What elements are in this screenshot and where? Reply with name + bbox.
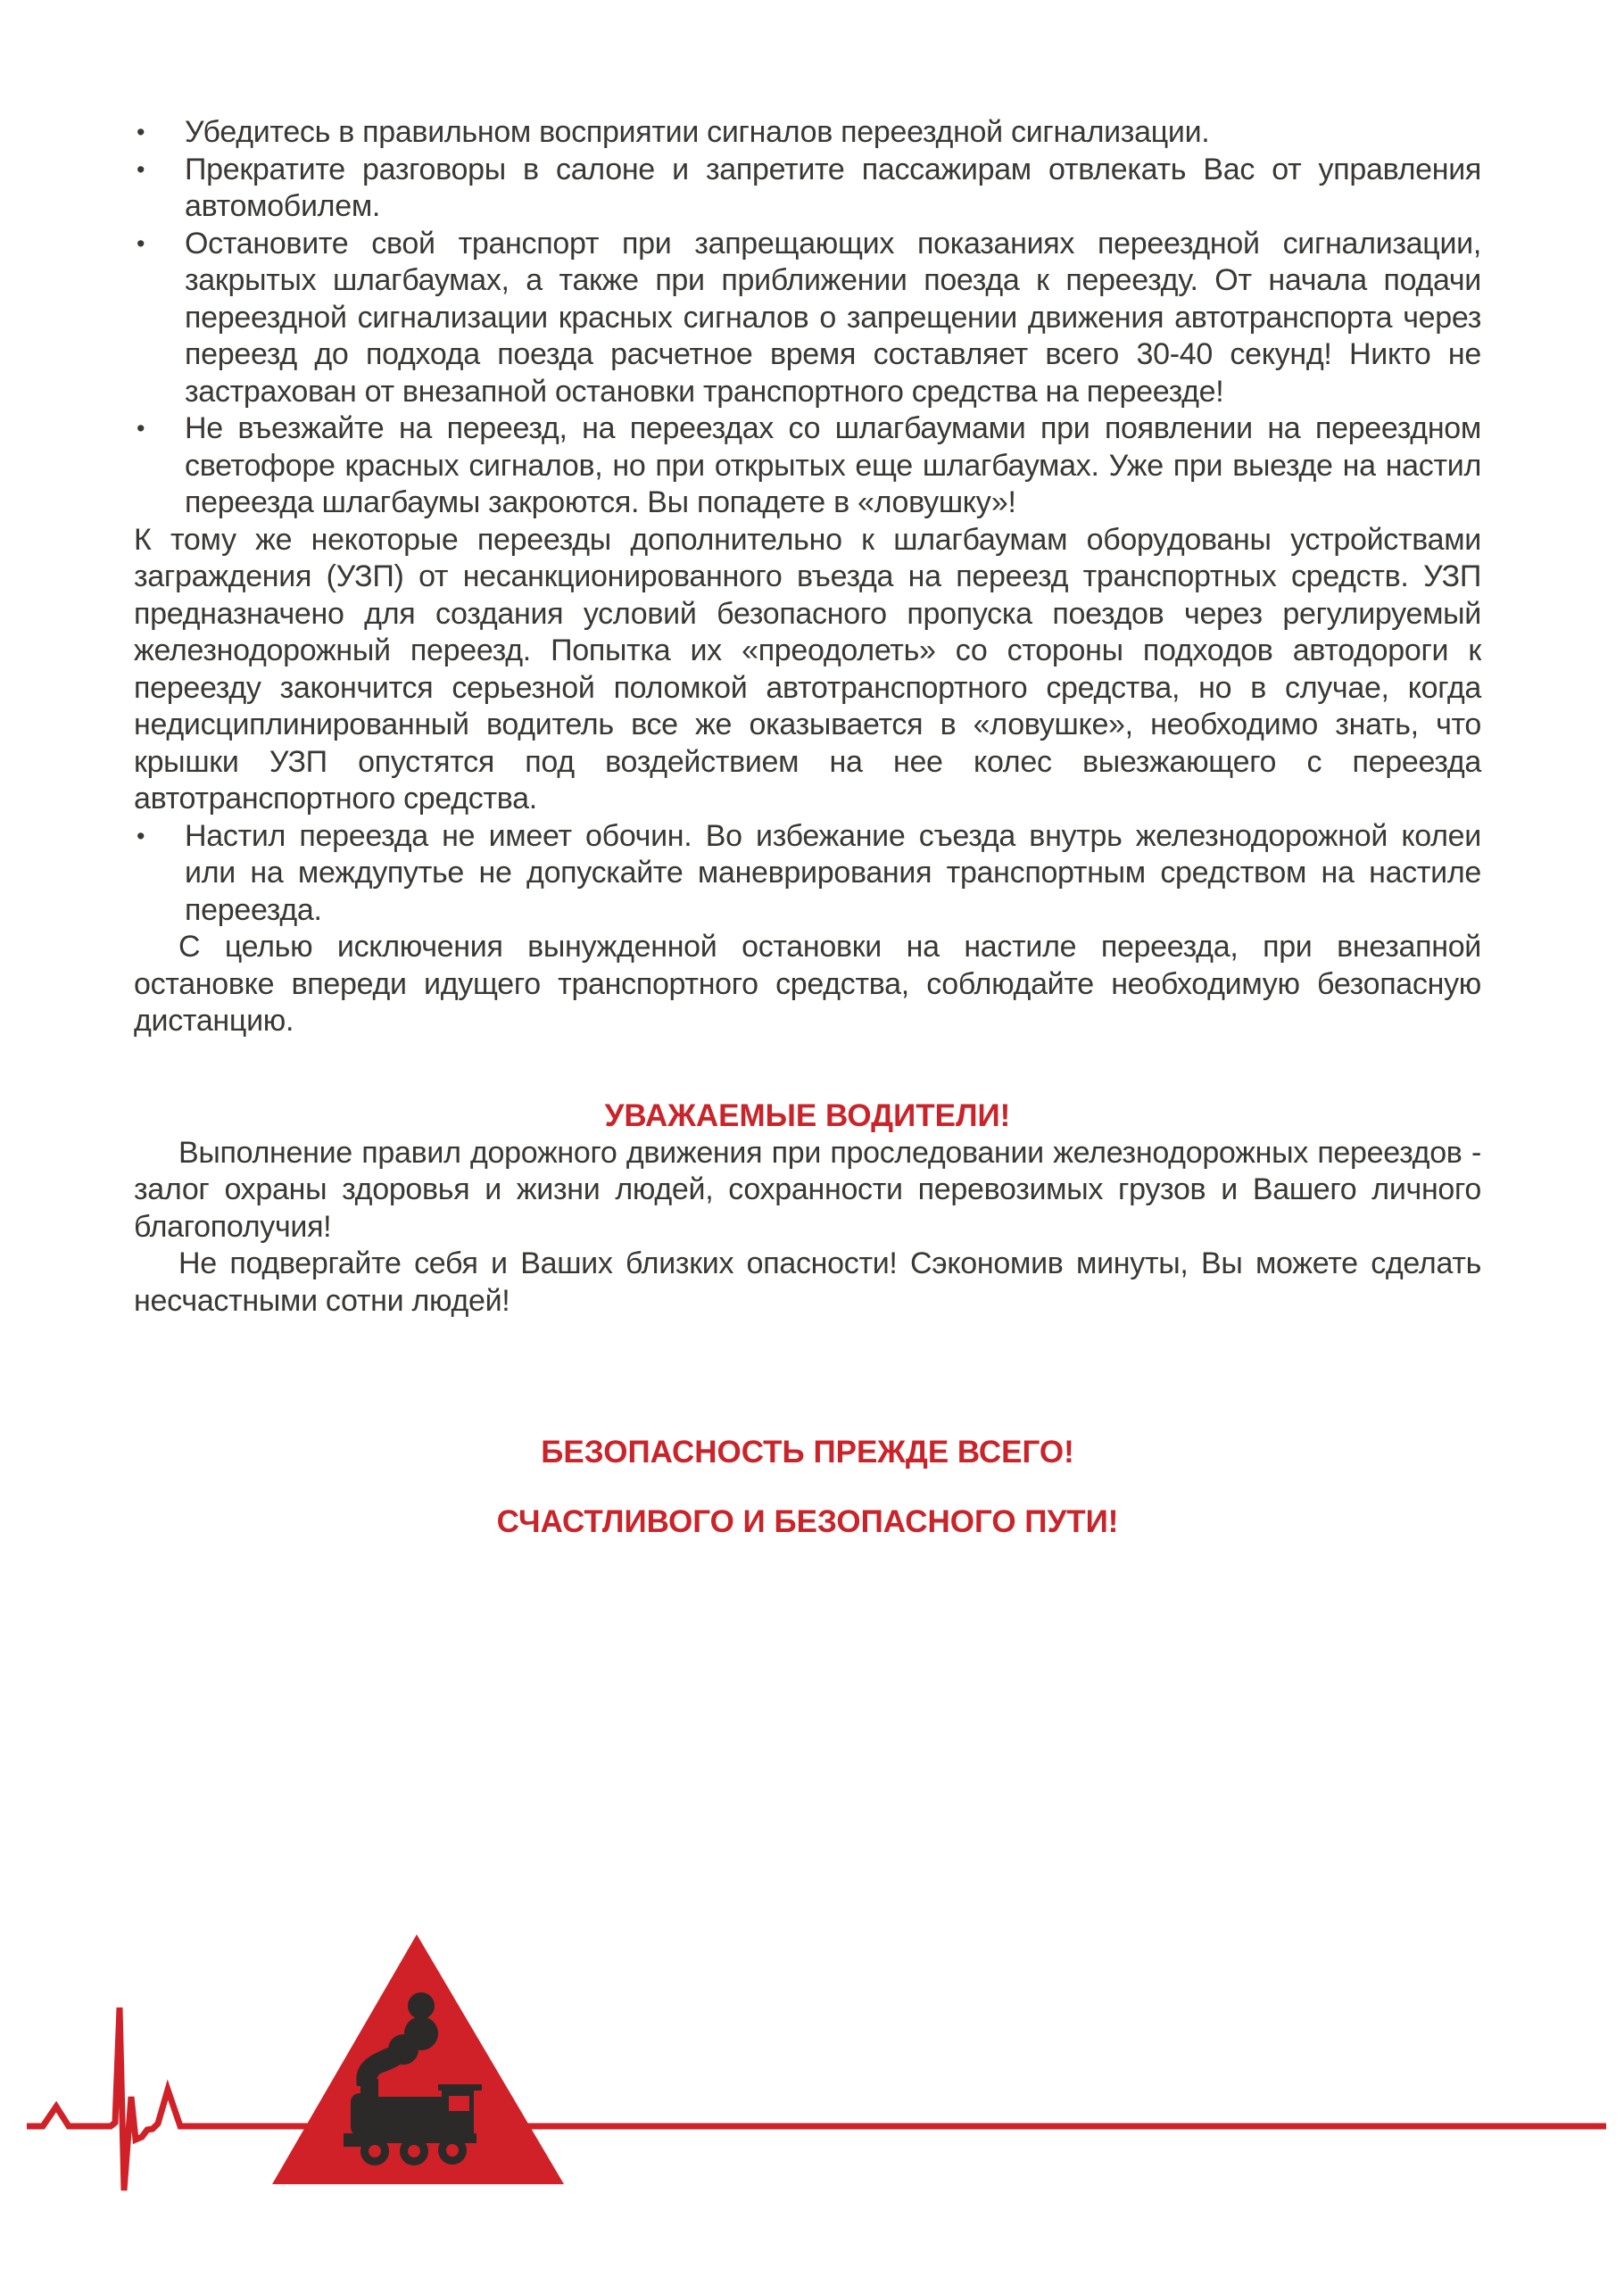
list-item-text: Настил переезда не имеет обочин. Во избежание съезда внутрь железнодорожной колеи или на междупутье не допускайте маневрирования транспортным средством на настиле переезда. — [185, 818, 1481, 927]
text-column — [134, 114, 1481, 1541]
paragraph-rules-compliance: Выполнение правил дорожного движения при проследовании железнодорожных переездов - залог охраны здоровья и жизни людей, сохранности перевозимых грузов и Вашего личного благополучия! — [134, 1135, 1481, 1244]
paragraph-danger-warning: Не подвергайте себя и Ваших близких опасности! Сэкономив минуты, Вы можете сделать несчастными сотни людей! — [134, 1246, 1481, 1318]
cab-window-icon — [449, 2096, 469, 2111]
bullet-marker: • — [137, 415, 145, 442]
paragraph-safe-distance: С целью исключения вынужденной остановки на настиле переезда, при внезапной остановке впереди идущего транспортного средства, соблюдайте необходимую безопасную дистанцию. — [134, 930, 1481, 1038]
paragraph-uzp: К тому же некоторые переезды дополнительно к шлагбаумам оборудованы устройствами заграждения (УЗП) от несанкционированного въезда на переезд транспортных средств. УЗП предназначено для создания условий безопасного пропуска поездов через регулируемый железнодорожный переезд. Попытка их «преодолеть» со стороны подходов автодороги к переезду закончится серьезной поломкой автотранспортного средства, но в случае, когда недисциплинированный водитель все же оказывается в «ловушке», необходимо знать, что крышки УЗП опустятся под воздействием на нее колес выезжающего с переезда автотранспортного средства. — [134, 522, 1481, 816]
bullet-marker: • — [137, 229, 145, 257]
boiler-icon — [357, 2097, 446, 2136]
footer-graphic — [0, 1918, 1624, 2277]
safety-rules-list-continued — [134, 818, 1481, 930]
cab-icon — [442, 2088, 474, 2140]
bullet-marker: • — [137, 155, 145, 183]
front-step-icon — [344, 2133, 365, 2147]
list-item — [134, 152, 1481, 226]
heading-safe-journey: СЧАСТЛИВОГО И БЕЗОПАСНОГО ПУТИ! — [496, 1504, 1119, 1539]
heading-safety-first: БЕЗОПАСНОСТЬ ПРЕЖДЕ ВСЕГО! — [541, 1435, 1074, 1470]
list-item — [134, 114, 1481, 152]
bullet-marker: • — [137, 822, 145, 849]
list-item-text: Не въезжайте на переезд, на переездах со шлагбаумами при появлении на переездном светофоре красных сигналов, но при открытых еще шлагбаумах. Уже при выезде на настил переезда шлагбаумы закроются. Вы попадете в «ловушку»! — [185, 411, 1481, 519]
bullet-marker: • — [137, 119, 145, 145]
heading-dear-drivers: УВАЖАЕМЫЕ ВОДИТЕЛИ! — [604, 1097, 1011, 1133]
safety-rules-list — [134, 114, 1481, 522]
list-item-text: Остановите свой транспорт при запрещающих показаниях переездной сигнализации, закрытых шлагбаумах, а также при приближении поезда к переезду. От начала подачи переездной сигнализации красных сигналов о запрещении движения автотранспорта через переезд до подхода поезда расчетное время составляет всего 30-40 секунд! Никто не застрахован от внезапной остановки транспортного средства на переезде! — [185, 226, 1481, 409]
list-item — [134, 226, 1481, 411]
wheel-hub-icon — [408, 2145, 420, 2157]
smoke-puff-icon — [408, 1992, 435, 2019]
list-item — [134, 818, 1481, 930]
heartbeat-ekg-line — [27, 2008, 1606, 2190]
wheel-hub-icon — [369, 2145, 381, 2157]
list-item — [134, 410, 1481, 522]
list-item-text: Убедитесь в правильном восприятии сигналов переездной сигнализации. — [185, 115, 1210, 149]
wheel-hub-icon — [446, 2144, 459, 2157]
list-item-text: Прекратите разговоры в салоне и запретите пассажирам отвлекать Вас от управления автомобилем. — [185, 152, 1481, 223]
